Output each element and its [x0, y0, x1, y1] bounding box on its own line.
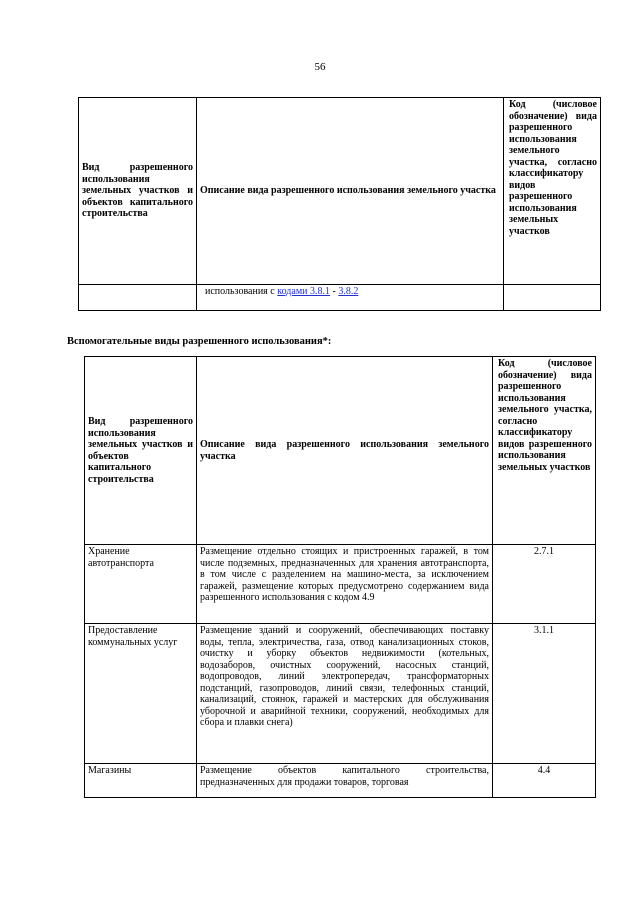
cell-description: [197, 285, 504, 311]
cell-use-type: Хранение автотранспорта: [85, 545, 197, 624]
link-separator: -: [330, 286, 339, 297]
header-use-type: Вид разрешенного использования земельных участков и объектов капитального строительства: [85, 357, 197, 545]
auxiliary-land-use-table: [84, 356, 596, 798]
header-code: Код (числовое обозначение) вида разрешенного использования земельного участка, согласно классификатору видов разрешенного использования земельных участков: [493, 357, 596, 545]
section-heading: Вспомогательные виды разрешенного использования*:: [67, 336, 332, 347]
table-row: [85, 545, 596, 624]
header-code: Код (числовое обозначение) вида разрешенного использования земельного участка, согласно классификатору видов разрешенного использования земельных участков: [504, 98, 601, 285]
cell-description: Размещение объектов капитального строительства, предназначенных для продажи товаров, торговая: [197, 764, 493, 798]
cell-code: 4.4: [493, 764, 596, 798]
land-use-table-main: [78, 97, 601, 311]
link-code-3-8-2[interactable]: 3.8.2: [338, 286, 359, 297]
cell-description: Размещение зданий и сооружений, обеспечивающих поставку воды, тепла, электричества, газа, отвод канализационных стоков, очистку и уборку объектов недвижимости (котельных, водозаборов, очистных сооружений, насосных станций, водопроводов, линий электропередач, трансформаторных подстанций, газопроводов, линий связи, телефонных станций, канализаций, стоянок, гаражей и мастерских для обслуживания уборочной и аварийной техники, сооружений, необходимых для сбора и плавки снега): [197, 624, 493, 764]
link-codes-3-8-1[interactable]: кодами 3.8.1: [277, 286, 331, 297]
table-row: [79, 285, 601, 311]
header-description: Описание вида разрешенного использования земельного участка: [197, 98, 504, 285]
cell-use-type: [79, 285, 197, 311]
table-header-row: [85, 357, 596, 545]
cell-use-type: Предоставление коммунальных услуг: [85, 624, 197, 764]
table-row: [85, 624, 596, 764]
cell-code: [504, 285, 601, 311]
cell-code: 3.1.1: [493, 624, 596, 764]
page-number: 56: [314, 61, 326, 73]
cell-code: 2.7.1: [493, 545, 596, 624]
header-use-type: Вид разрешенного использования земельных участков и объектов капитального строительства: [79, 98, 197, 285]
cell-use-type: Магазины: [85, 764, 197, 798]
header-description: Описание вида разрешенного использования земельного участка: [197, 357, 493, 545]
cell-description: Размещение отдельно стоящих и пристроенных гаражей, в том числе подземных, предназначенных для хранения автотранспорта, в том числе с разделением на машино-места, за исключением гаражей, размещение которых предусмотрено содержанием вида разрешенного использования с кодом 4.9: [197, 545, 493, 624]
table-header-row: [79, 98, 601, 285]
table-row: [85, 764, 596, 798]
continuation-text: использования с: [205, 286, 278, 297]
